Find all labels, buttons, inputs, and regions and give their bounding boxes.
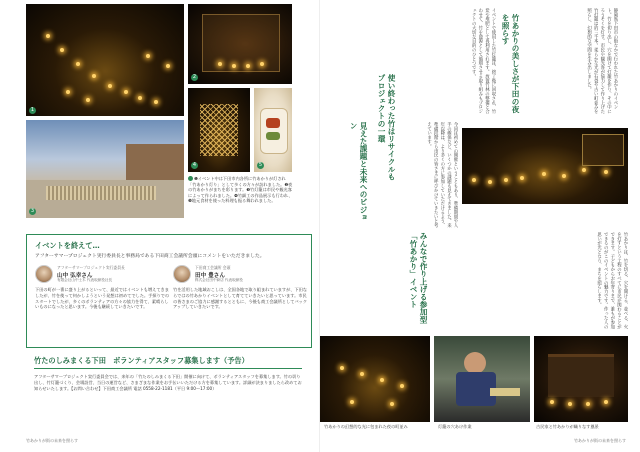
section4-heading: みんなで作り上げる参加型「竹あかり」イベント [409,232,428,324]
photo-lantern-street [462,128,628,204]
section1-text: 静岡県下田市の街なかで行われた竹あかりのイベント。竹を切り出し、穴を開けて灯籠を作り、その中にろうそくを灯す。市民や観光客が協力して作り上げた竹灯籠は約三千本。柔らかな光が石畳や古い町並みを照らし、幻想的な空間を生み出しました。 [586,8,618,114]
person-name: 山中 弘幸さん [57,273,93,279]
person-org: 株式会社田中商店 代表取締役 [195,278,243,282]
section2-text: イベントで使用した竹灯籠は、終了後に回収され、竹炭や堆肥として再利用されます。放置竹林の整備と合わせて、竹を資源として循環させる取り組みもプロジェクトの大切な目的のひとつです。 [471,8,496,114]
page-folio-right: 竹あかりが街の未来を照らす [574,438,626,443]
photo-caption-path: 竹あかりの幻想的な光に包まれた夜の町並み [324,424,408,429]
photo-bamboo-screen: 4 [188,88,250,172]
event-box-title: イベントを終えて… [35,241,100,250]
caption-marker-icon [188,176,193,181]
section2-text-cont [328,8,374,116]
section4-text: 竹あかりは、竹を切る、穴を開ける、並べる、火を灯すという工程のすべてに市民が関わることができます。子どもからお年寄りまで、誰もが参加できるのがこのイベントの魅力です。作った人の思いが光となり、まちを照らします。 [596,232,628,329]
person-org: 有限会社山中土木 代表取締役社長 [57,278,113,282]
photo-street-daytime: 3 [26,120,184,218]
photo-food-dish: 5 [254,88,292,172]
volunteer-title: 竹たのしみまくる下田 ボランティアスタッフ募集します（予告） [34,356,249,365]
event-box-subtitle: アフターサマープロジェクト実行委員長と事務局である下田商工会議所会頭にコメントをいただきました。 [35,254,265,259]
photo-caption-house: 古民家と竹あかりが織りなす風景 [536,424,599,429]
event-comments-box [26,234,312,348]
divider [34,368,302,369]
photo-drilling-lantern [434,336,530,422]
person-name: 田中 豊さん [195,273,225,279]
section4-text-cont [328,232,404,332]
page-folio-left: 竹あかりが街の未来を照らす [26,438,78,443]
person-comment: 下田の町が一番に盛り上がるといって、最近ではイベントも増えてきましたが、竹を使って何かしようという発想は初めてでした。手探りでのスタートでしたが、多くのボランティアの方々の協力を得て、素晴らしいものになったと思います。今後も継続していきたいです。 [35,287,170,310]
right-page [320,0,640,452]
photo-lantern-path [320,336,430,422]
avatar [35,265,53,283]
photo-captions: ❶イベント中は下田市内各所に竹あかりが灯され「竹あかり灯り」として多くの方々が訪れました。❷夜の竹あかりがまちを彩ります。❸竹灯籠は市民や観光客によって作られました。❹竹細工の作品展示も行われ、❺地元食材を使った料理も振る舞われました。 [188,176,293,204]
photo-lantern-stall: 2 [188,4,292,84]
section1-heading: 竹あかりの美しさが下田の夜を照らす [501,14,520,113]
photo-caption-drilling: 灯籠の穴あけ作業 [438,424,472,429]
person-role: 下田商工会議所 会頭 [195,265,231,270]
person-role: アフターサマープロジェクト実行委員長 [57,265,125,270]
volunteer-text: アフターサマープロジェクト実行委員会では、来年の「竹たのしみまくる下田」開催に向けて、ボランティアスタッフを募集します。竹の切り出し、竹灯籠づくり、会場設営、当日の運営など、さまざまな作業をお手伝いいただける方を募集しています。詳細が決まりましたら改めてお知らせいたします。【お問い合わせ】下田商工会議所 電話 0558-22-1181（平日 9:00〜17:00） [34,374,302,391]
section2-heading: 使い終わった竹はリサイクルもプロジェクトの一環 [377,74,396,181]
volunteer-recruitment [26,350,310,430]
person-comment: 竹を活用した地域おこしは、全国各地で取り組まれていますが、下田ならではの竹あかりイベントとして育てていきたいと思っています。市民の皆さまのご協力に感謝するとともに、今後も商工会議所としてバックアップしていきたいです。 [173,287,308,310]
section3-heading: 見えた課題と未来へのビジョン [349,122,368,221]
avatar [173,265,191,283]
photo-old-house [534,336,628,422]
section3-text: 今回は初めての開催ということもあり、準備期間や人手の確保など、いくつかの課題も見えてきました。来年以降は、より多くの方に参加していただけるよう、準備段階から市民の皆さまに呼びかけていきたいと考えています。 [426,122,458,228]
photo-lanterns-night: 1 [26,4,184,116]
